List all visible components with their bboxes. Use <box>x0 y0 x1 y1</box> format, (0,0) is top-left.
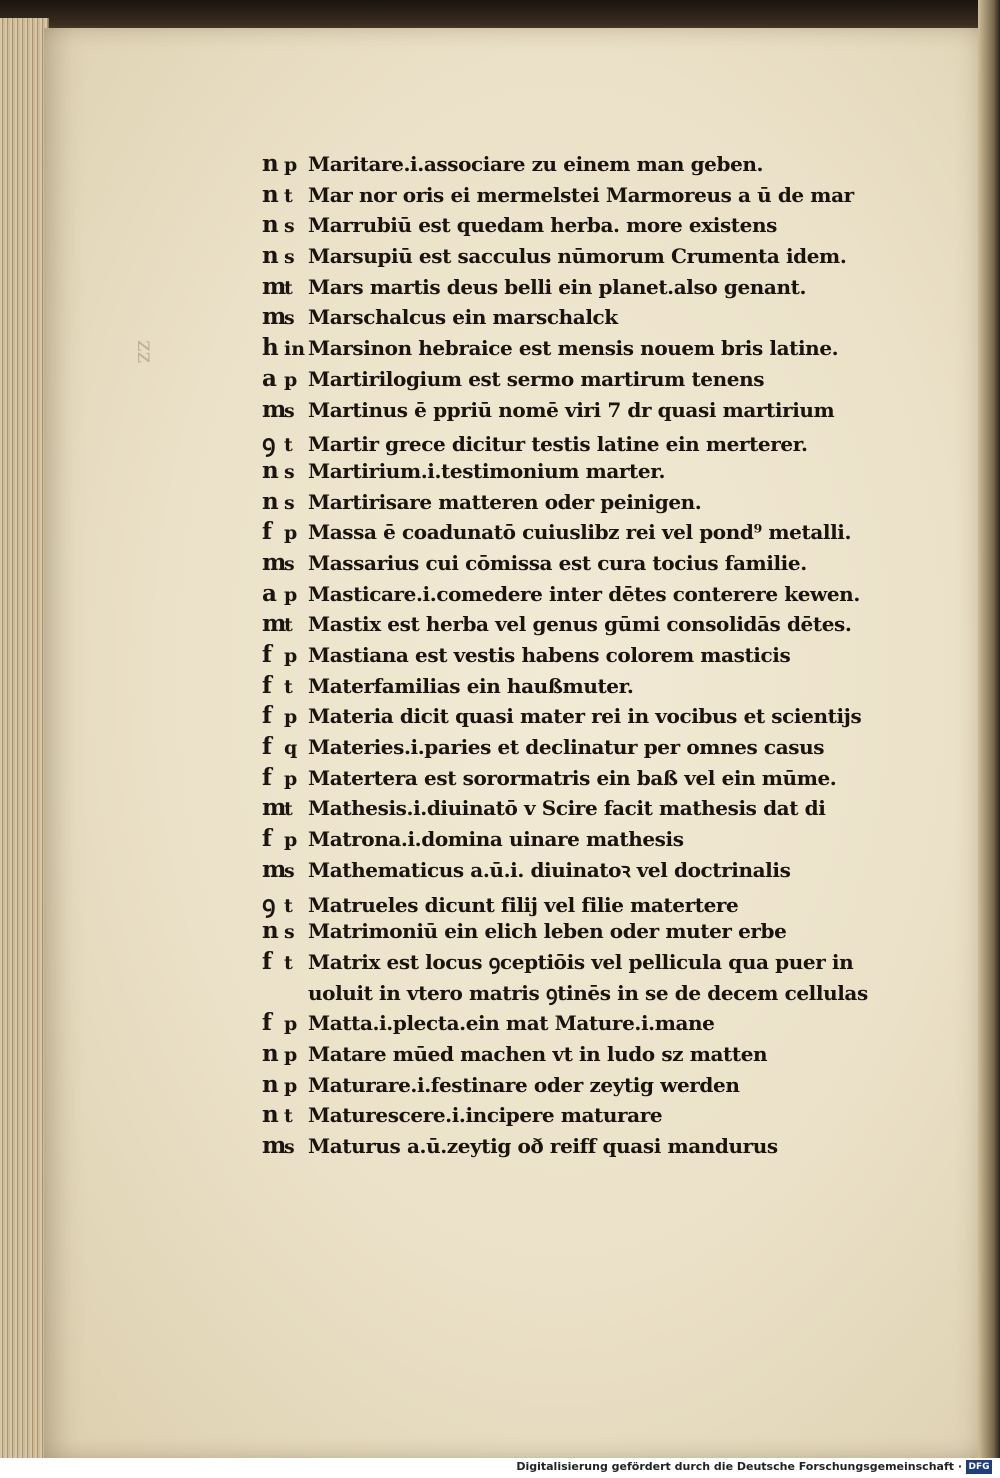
dictionary-entry <box>262 764 922 795</box>
entry-text: Marschalcus ein marschalck <box>308 305 618 330</box>
footer-bar <box>0 1458 1000 1478</box>
entry-gender-mark: n <box>262 180 279 208</box>
entry-text: Martirium.i.testimonium marter. <box>308 458 666 483</box>
dictionary-entry <box>262 211 922 242</box>
dictionary-entry <box>262 181 922 212</box>
entry-text: Martirilogium est sermo martirum tenens <box>308 366 765 391</box>
dictionary-entry <box>262 242 922 273</box>
entry-class-mark: s <box>284 859 295 882</box>
entry-text: Marsinon hebraice est mensis nouem bris latine. <box>308 336 839 361</box>
page-right-edge <box>978 0 1000 1458</box>
entry-gender-mark: m <box>262 855 287 883</box>
entry-text: Maturare.i.festinare oder zeytig werden <box>308 1072 740 1097</box>
entry-text: Martinus ē ppriū nomē viri 7 dr quasi martirium <box>308 397 835 422</box>
dictionary-entry <box>262 672 922 703</box>
entry-class-mark: p <box>284 1043 298 1066</box>
entry-text: Masticare.i.comedere inter dētes conterere kewen. <box>308 581 860 606</box>
entry-class-mark: s <box>284 215 295 238</box>
entry-gender-mark: n <box>262 1039 279 1067</box>
entry-text: uoluit in vtero matris ꝯtinēs in se de decem cellulas <box>308 980 868 1005</box>
entry-text: Maturus a.ū.zeytig oð reiff quasi mandurus <box>308 1134 778 1158</box>
entry-class-mark: p <box>284 645 298 667</box>
dictionary-entry <box>262 887 922 918</box>
dictionary-entry <box>262 518 922 549</box>
dictionary-entry <box>262 396 922 427</box>
entry-gender-mark: m <box>262 272 287 300</box>
entry-class-mark: p <box>284 154 298 176</box>
entry-gender-mark: n <box>262 242 279 270</box>
entry-class-mark: in <box>284 338 306 361</box>
entry-text: Maturescere.i.incipere maturare <box>308 1103 663 1128</box>
entry-gender-mark: m <box>262 1132 287 1159</box>
entry-gender-mark: m <box>262 610 287 638</box>
entry-text: Martir grece dicitur testis latine ein merterer. <box>308 432 808 457</box>
entry-gender-mark: n <box>262 1101 279 1129</box>
entry-text: Matrimoniū ein elich leben oder muter erbe <box>308 919 787 944</box>
entry-gender-mark: n <box>262 917 279 945</box>
entry-text: Matrix est locus ꝯceptiōis vel pellicula qua puer in <box>308 949 854 974</box>
entry-text: Mar nor oris ei mermelstei Marmoreus a ū de mar <box>308 182 854 207</box>
dictionary-entry <box>262 365 922 396</box>
entry-class-mark: p <box>284 1074 298 1097</box>
entry-gender-mark: f <box>262 641 272 668</box>
entry-text: Mathematicus a.ū.i. diuinatoꝛ vel doctrinalis <box>308 857 791 882</box>
dictionary-entry <box>262 979 922 1010</box>
entry-text: Mastix est herba vel genus gūmi consolidās dētes. <box>308 612 852 637</box>
entry-gender-mark: a <box>262 579 277 607</box>
entry-class-mark: s <box>284 552 295 575</box>
entry-class-mark: s <box>284 1136 295 1158</box>
dictionary-entry <box>262 1101 922 1132</box>
entry-class-mark: s <box>284 921 295 944</box>
entry-text: Matrona.i.domina uinare mathesis <box>308 827 684 852</box>
entry-gender-mark: ꝯ <box>262 890 276 918</box>
entry-text: Martirisare matteren oder peinigen. <box>308 489 702 514</box>
entry-class-mark: t <box>284 951 293 974</box>
entry-class-mark: p <box>284 583 298 606</box>
entry-class-mark: p <box>284 767 298 790</box>
dictionary-entry <box>262 948 922 979</box>
entry-text: Mars martis deus belli ein planet.also genant. <box>308 274 807 299</box>
entry-class-mark: t <box>284 434 293 457</box>
entry-gender-mark: ꝯ <box>262 430 276 458</box>
entry-class-mark: p <box>284 829 298 852</box>
entry-gender-mark: f <box>262 671 272 699</box>
entry-gender-mark: m <box>262 303 287 331</box>
dictionary-entries <box>262 150 922 1163</box>
entry-text: Marsupiū est sacculus nūmorum Crumenta idem. <box>308 244 847 269</box>
dictionary-entry <box>262 426 922 457</box>
dictionary-entry <box>262 580 922 611</box>
dictionary-entry <box>262 334 922 365</box>
entry-class-mark: t <box>284 184 293 207</box>
entry-gender-mark: h <box>262 334 279 362</box>
entry-text: Maritare.i.associare zu einem man geben. <box>308 152 764 176</box>
entry-gender-mark: f <box>262 518 272 546</box>
entry-class-mark: t <box>284 798 293 821</box>
dictionary-entry <box>262 641 922 672</box>
entry-class-mark: s <box>284 246 295 269</box>
entry-gender-mark: f <box>262 763 272 791</box>
entry-text: Marrubiū est quedam herba. more existens <box>308 213 777 238</box>
entry-text: Mastiana est vestis habens colorem masticis <box>308 643 791 667</box>
entry-gender-mark: f <box>262 733 272 761</box>
dictionary-entry <box>262 856 922 887</box>
entry-gender-mark: n <box>262 211 279 239</box>
entry-text: Matrueles dicunt filij vel filie matertere <box>308 892 739 917</box>
entry-class-mark: s <box>284 307 295 330</box>
dictionary-entry <box>262 1040 922 1071</box>
entry-gender-mark: m <box>262 794 287 822</box>
dictionary-entry <box>262 794 922 825</box>
entry-gender-mark: n <box>262 487 279 515</box>
entry-text: Massa ē coadunatō cuiuslibz rei vel pond⁹ metalli. <box>308 520 852 545</box>
dictionary-entry <box>262 917 922 948</box>
dictionary-entry <box>262 1132 922 1163</box>
entry-gender-mark: f <box>262 825 272 853</box>
entry-class-mark: t <box>284 675 293 698</box>
entry-gender-mark: m <box>262 395 287 423</box>
entry-text: Materia dicit quasi mater rei in vocibus et scientijs <box>308 704 862 729</box>
entry-gender-mark: f <box>262 1009 272 1037</box>
entry-class-mark: p <box>284 368 298 391</box>
entry-text: Materies.i.paries et declinatur per omnes casus <box>308 735 825 760</box>
entry-text: Massarius cui cōmissa est cura tocius familie. <box>308 550 807 575</box>
entry-class-mark: t <box>284 894 293 917</box>
entry-text: Matertera est sorormatris ein baß vel ein mūme. <box>308 765 837 790</box>
dictionary-entry <box>262 1009 922 1040</box>
dfg-logo-icon: DFG <box>966 1460 992 1474</box>
entry-text: Mathesis.i.diuinatō v Scire facit mathesis dat di <box>308 796 826 821</box>
dictionary-entry <box>262 733 922 764</box>
entry-class-mark: t <box>284 1105 293 1128</box>
entry-gender-mark: n <box>262 456 279 484</box>
entry-class-mark: p <box>284 1013 298 1036</box>
entry-gender-mark: f <box>262 947 272 975</box>
entry-class-mark: p <box>284 706 298 729</box>
entry-class-mark: t <box>284 614 293 637</box>
dictionary-entry <box>262 150 922 181</box>
entry-class-mark: p <box>284 522 298 545</box>
dictionary-entry <box>262 303 922 334</box>
dictionary-entry <box>262 702 922 733</box>
page-edges <box>0 18 49 1458</box>
dictionary-entry <box>262 457 922 488</box>
entry-text: Matare mūed machen vt in ludo sz matten <box>308 1041 768 1066</box>
entry-text: Materfamilias ein haußmuter. <box>308 673 634 698</box>
entry-class-mark: t <box>284 276 293 299</box>
entry-class-mark: s <box>284 399 295 422</box>
entry-gender-mark: n <box>262 150 279 177</box>
entry-class-mark: q <box>284 737 298 760</box>
dictionary-entry <box>262 610 922 641</box>
dictionary-entry <box>262 825 922 856</box>
dictionary-entry <box>262 488 922 519</box>
entry-gender-mark: m <box>262 548 287 576</box>
dictionary-entry <box>262 273 922 304</box>
dictionary-entry <box>262 1071 922 1102</box>
entry-class-mark: s <box>284 491 295 514</box>
entry-text: Matta.i.plecta.ein mat Mature.i.mane <box>308 1011 715 1036</box>
margin-bleed-through: zz <box>132 340 157 364</box>
entry-gender-mark: a <box>262 364 277 392</box>
entry-gender-mark: n <box>262 1070 279 1098</box>
footer-credit: Digitalisierung gefördert durch die Deutsche Forschungsgemeinschaft · <box>516 1460 962 1473</box>
entry-class-mark: s <box>284 460 295 483</box>
entry-gender-mark: f <box>262 702 272 730</box>
dictionary-entry <box>262 549 922 580</box>
